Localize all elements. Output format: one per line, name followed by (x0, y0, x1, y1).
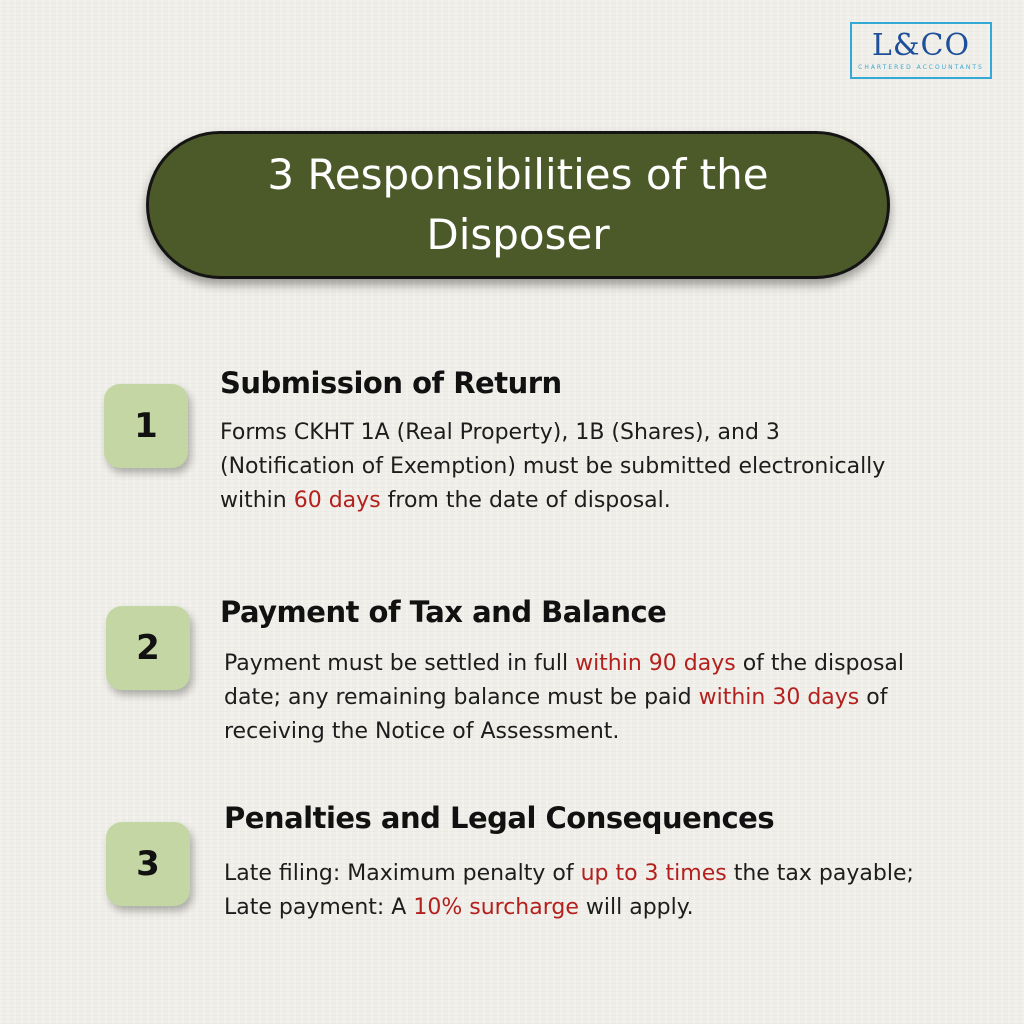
highlight-3-times: up to 3 times (580, 861, 727, 886)
highlight-30-days: within 30 days (698, 685, 860, 710)
item-heading-payment: Payment of Tax and Balance (220, 595, 667, 629)
number-badge-2: 2 (106, 606, 190, 690)
title-line-1: 3 Responsibilities of the (267, 150, 769, 199)
highlight-10-percent: 10% surcharge (413, 895, 579, 920)
page-title (218, 145, 818, 265)
title-line-2: Disposer (426, 210, 610, 259)
highlight-90-days: within 90 days (575, 651, 736, 676)
highlight-60-days: 60 days (293, 488, 381, 513)
company-logo (850, 22, 992, 79)
item-heading-submission: Submission of Return (220, 366, 562, 400)
number-badge-1: 1 (104, 384, 188, 468)
item-heading-penalties: Penalties and Legal Consequences (224, 801, 775, 835)
item-body-payment: Payment must be settled in full within 90 days of the disposal date; any remaining balance must be paid within 30 days of receiving the Notice of Assessment. (224, 651, 905, 744)
item-body-penalties: Late filing: Maximum penalty of up to 3 times the tax payable; Late payment: A 10% surcharge will apply. (224, 861, 914, 920)
title-banner (146, 131, 890, 279)
logo-tagline: CHARTERED ACCOUNTANTS (858, 64, 984, 71)
item-body-submission: Forms CKHT 1A (Real Property), 1B (Shares), and 3 (Notification of Exemption) must be submitted electronically within 60 days from the date of disposal. (220, 420, 886, 513)
number-badge-3: 3 (106, 822, 190, 906)
logo-mark: L&CO (871, 28, 971, 63)
